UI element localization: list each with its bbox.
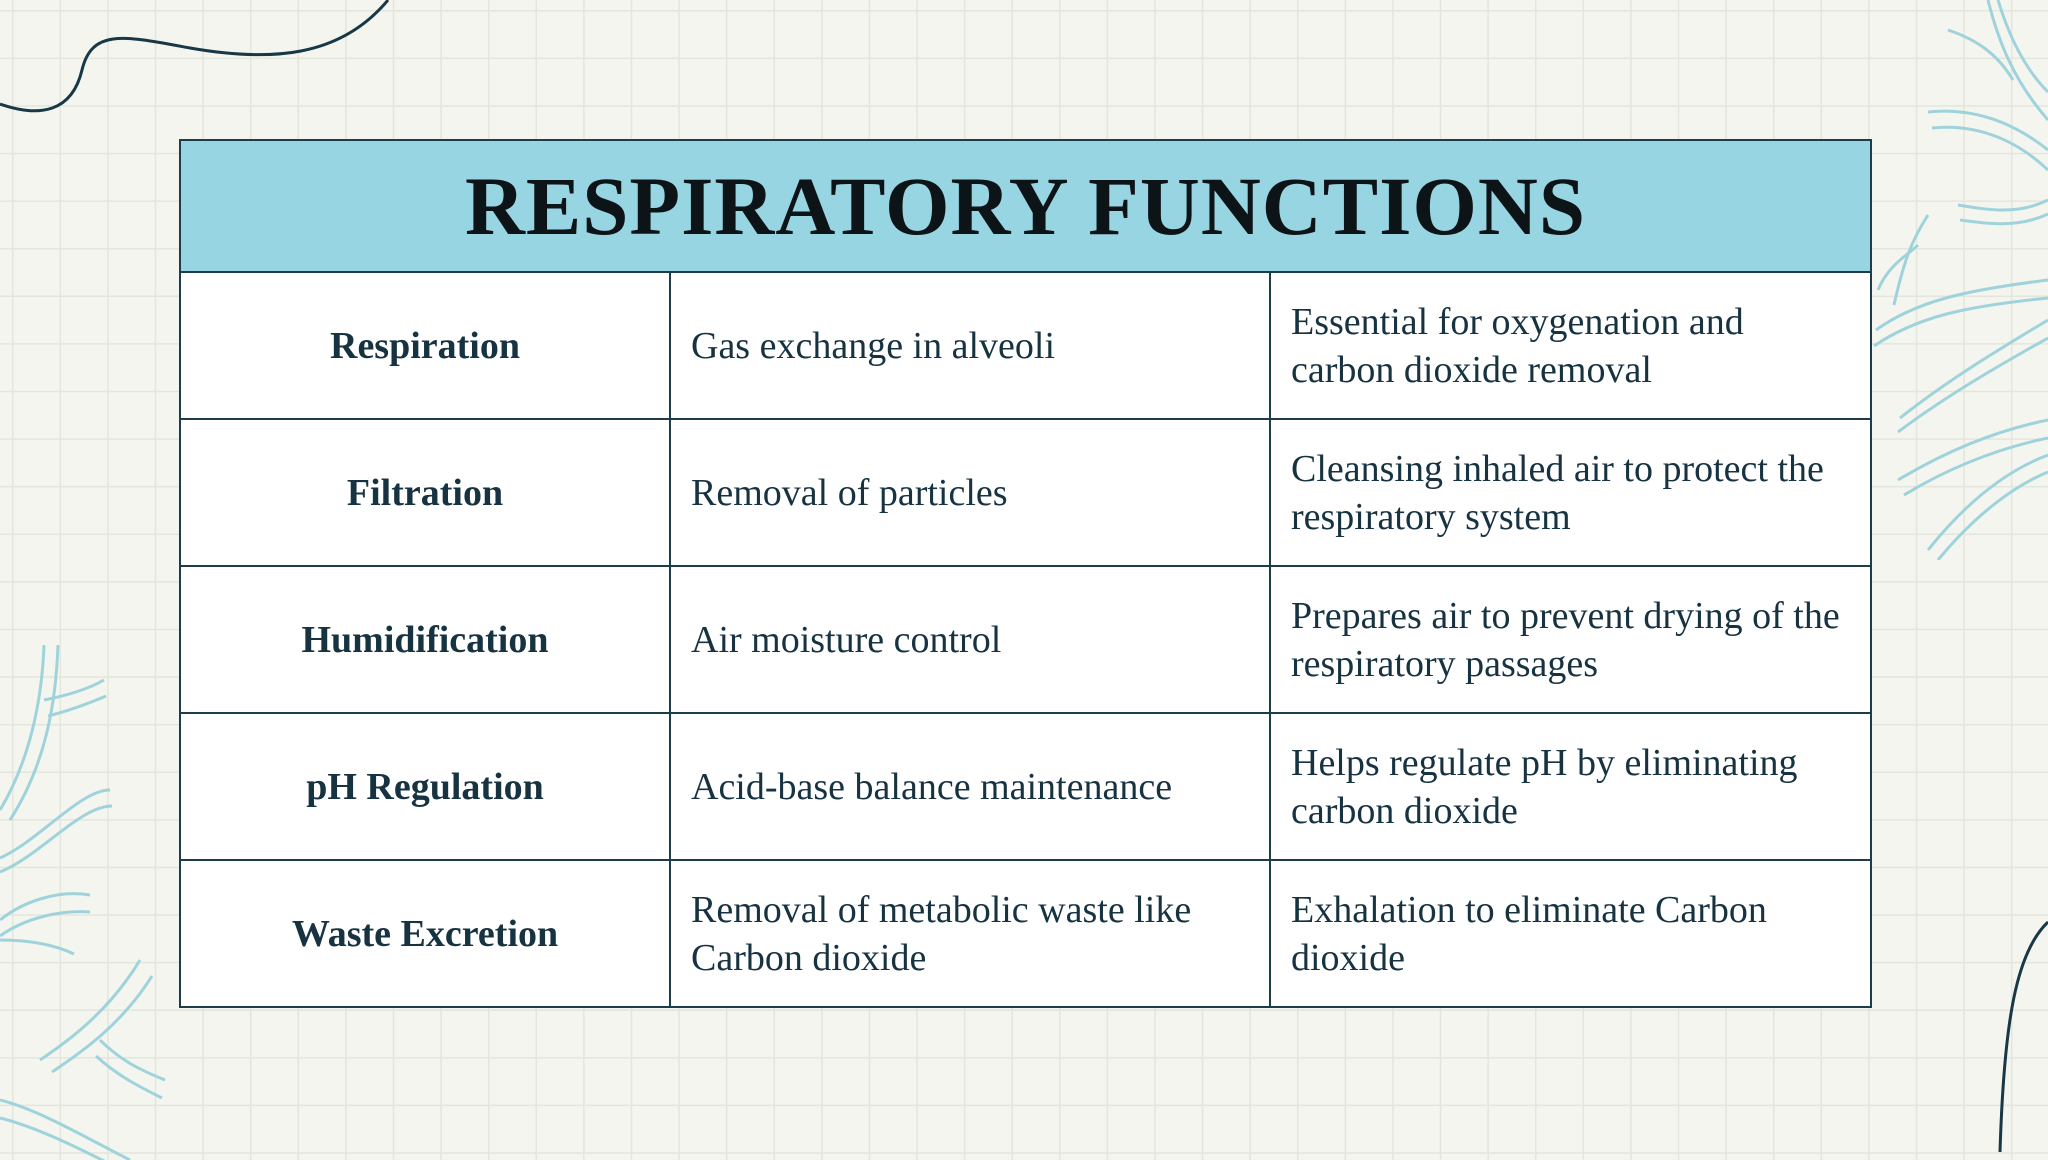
decorative-curve-bottom-right	[1988, 892, 2048, 1152]
function-name-cell: pH Regulation	[180, 713, 670, 860]
function-mechanism-cell: Air moisture control	[670, 566, 1270, 713]
function-mechanism-cell: Gas exchange in alveoli	[670, 272, 1270, 419]
function-importance-cell: Exhalation to eliminate Carbon dioxide	[1270, 860, 1871, 1007]
function-mechanism-cell: Removal of particles	[670, 419, 1270, 566]
function-name-cell: Filtration	[180, 419, 670, 566]
function-importance-cell: Prepares air to prevent drying of the respiratory passages	[1270, 566, 1871, 713]
decorative-plant-right	[1848, 0, 2048, 560]
function-name-cell: Waste Excretion	[180, 860, 670, 1007]
table-row	[180, 566, 1871, 713]
respiratory-functions-table	[179, 139, 1872, 1008]
function-importance-cell: Cleansing inhaled air to protect the respiratory system	[1270, 419, 1871, 566]
function-mechanism-cell: Removal of metabolic waste like Carbon dioxide	[670, 860, 1270, 1007]
table-row	[180, 272, 1871, 419]
function-mechanism-cell: Acid-base balance maintenance	[670, 713, 1270, 860]
function-importance-cell: Essential for oxygenation and carbon dioxide removal	[1270, 272, 1871, 419]
function-importance-cell: Helps regulate pH by eliminating carbon dioxide	[1270, 713, 1871, 860]
table-row	[180, 713, 1871, 860]
table-row	[180, 860, 1871, 1007]
function-name-cell: Respiration	[180, 272, 670, 419]
slide-title: RESPIRATORY FUNCTIONS	[180, 140, 1871, 272]
decorative-curve-top-left	[0, 0, 420, 140]
function-name-cell: Humidification	[180, 566, 670, 713]
table-header-row	[180, 140, 1871, 272]
decorative-plant-left	[0, 640, 180, 1160]
table-row	[180, 419, 1871, 566]
